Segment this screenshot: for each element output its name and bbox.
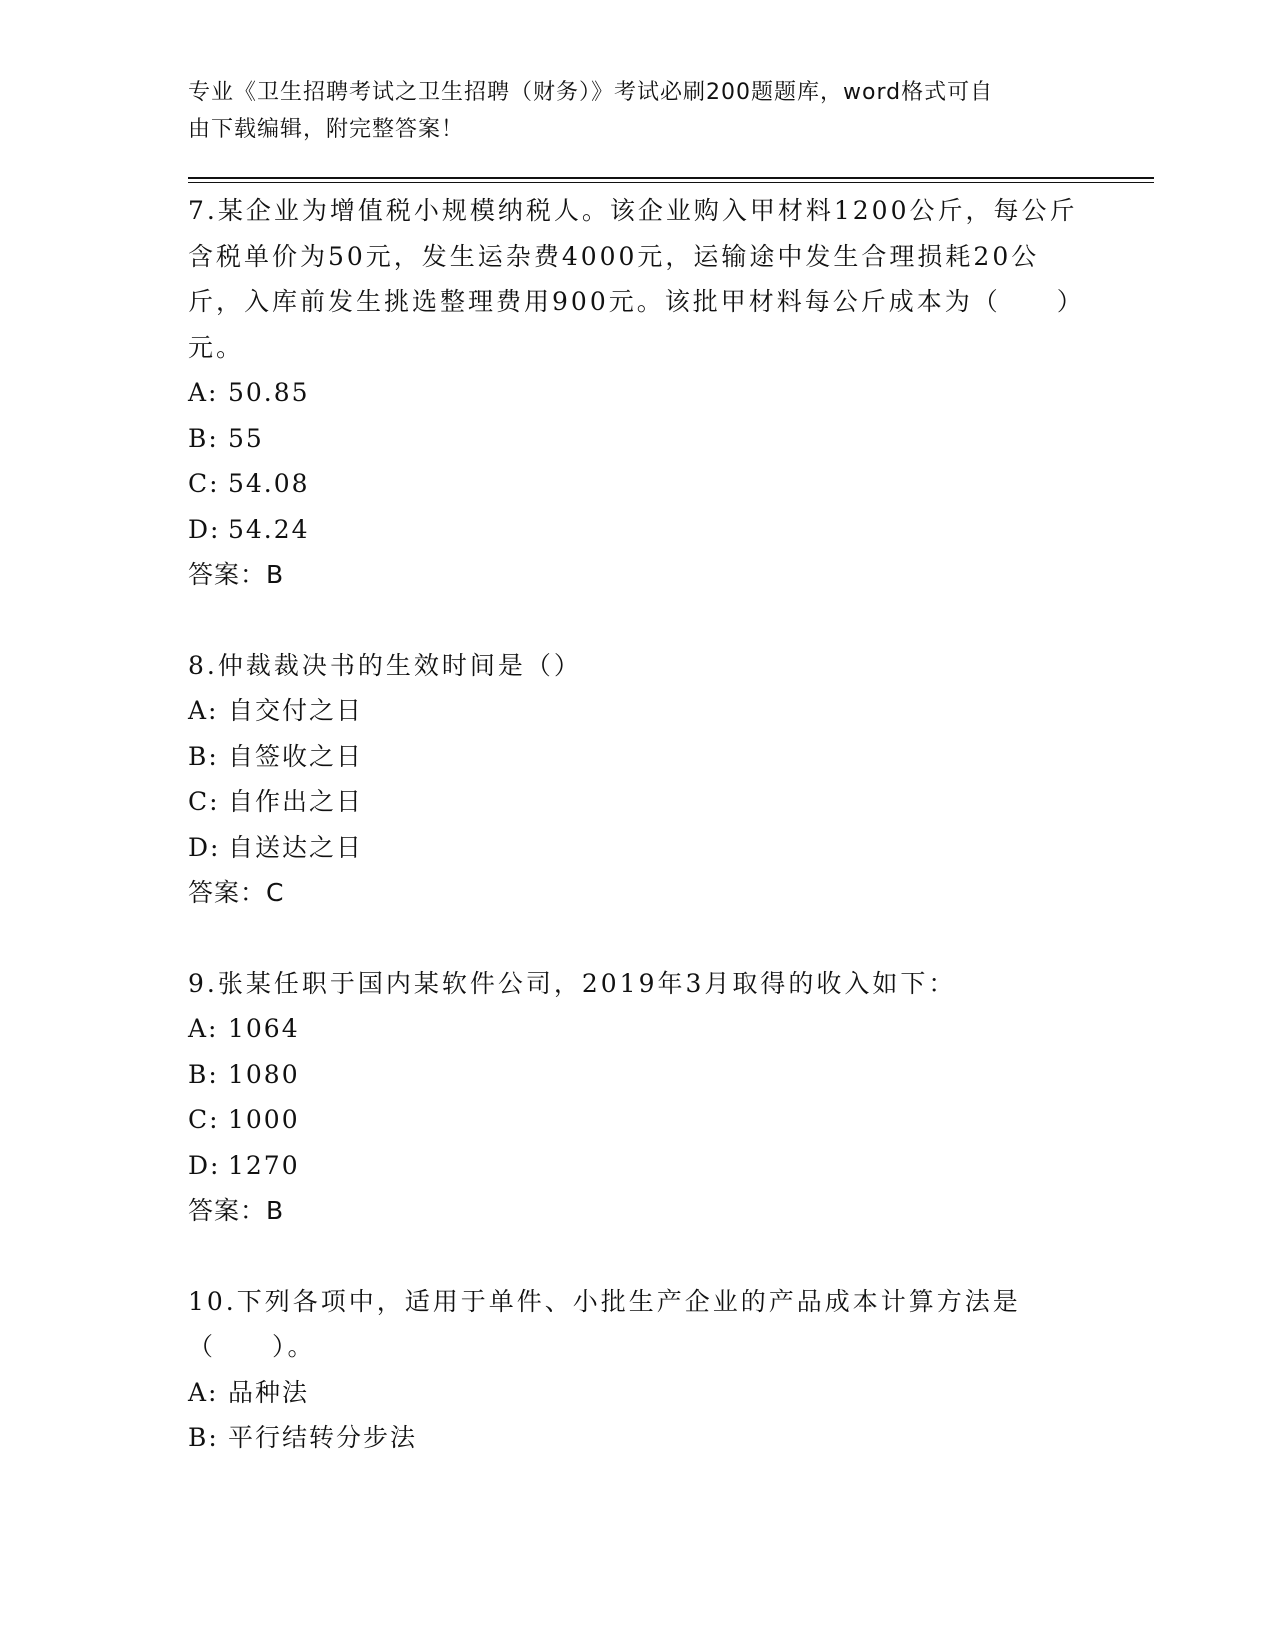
- option-c: [188, 779, 1088, 825]
- option-key: B:: [188, 1423, 219, 1452]
- option-d: [188, 507, 1088, 553]
- question-9: [188, 961, 1088, 1234]
- option-key: C:: [188, 1105, 220, 1134]
- option-d: [188, 825, 1088, 871]
- question-10: [188, 1279, 1088, 1461]
- option-c: [188, 1097, 1088, 1143]
- option-key: A:: [188, 1377, 219, 1407]
- option-b: [188, 416, 1088, 462]
- option-text: 品种法: [228, 1377, 310, 1407]
- option-text: 50.85: [228, 378, 310, 407]
- option-key: B:: [188, 1059, 219, 1089]
- option-a: [188, 370, 1088, 416]
- question-stem: 10.下列各项中，适用于单件、小批生产企业的产品成本计算方法是（ ）。: [188, 1286, 1021, 1361]
- option-a: [188, 1370, 1088, 1416]
- document-header: [188, 74, 1068, 148]
- header-divider-thick: [188, 177, 1154, 179]
- question-stem: 7.某企业为增值税小规模纳税人。该企业购入甲材料1200公斤，每公斤含税单价为50元，发生运杂费4000元，运输途中发生合理损耗20公斤，入库前发生挑选整理费用900元。该批甲材料每公斤成本为（ ）元。: [188, 196, 1085, 362]
- answer-line: 答案：B: [188, 1196, 285, 1225]
- option-text: 1080: [228, 1059, 300, 1089]
- question-stem: 8.仲裁裁决书的生效时间是（）: [188, 650, 582, 680]
- answer-line: 答案：B: [188, 560, 285, 589]
- option-text: 平行结转分步法: [228, 1423, 418, 1452]
- header-divider-thin: [188, 182, 1154, 183]
- option-a: [188, 1006, 1088, 1052]
- option-key: D:: [188, 514, 221, 544]
- option-text: 自交付之日: [228, 696, 364, 725]
- option-d: [188, 1143, 1088, 1189]
- option-text: 54.08: [228, 469, 310, 498]
- option-text: 55: [228, 423, 264, 453]
- option-b: [188, 734, 1088, 780]
- option-b: [188, 1415, 1088, 1461]
- option-key: C:: [188, 469, 220, 498]
- question-8: [188, 643, 1088, 916]
- option-c: [188, 461, 1088, 507]
- option-text: 自送达之日: [228, 832, 364, 862]
- header-line-2: 由下载编辑，附完整答案！: [188, 117, 465, 142]
- answer-line: 答案：C: [188, 878, 285, 907]
- option-text: 1064: [228, 1014, 300, 1043]
- option-key: A:: [188, 696, 219, 725]
- option-key: D:: [188, 1150, 221, 1180]
- header-line-1: 专业《卫生招聘考试之卫生招聘（财务）》考试必刷200题题库，word格式可自: [188, 80, 994, 105]
- question-7: [188, 188, 1088, 598]
- question-stem: 9.张某任职于国内某软件公司，2019年3月取得的收入如下：: [188, 968, 957, 998]
- option-b: [188, 1052, 1088, 1098]
- option-a: [188, 688, 1088, 734]
- option-key: A:: [188, 1014, 219, 1043]
- option-text: 1270: [228, 1150, 300, 1180]
- option-text: 自签收之日: [228, 741, 364, 771]
- option-text: 1000: [228, 1105, 300, 1134]
- question-list: [188, 188, 1088, 1506]
- option-key: B:: [188, 741, 219, 771]
- option-key: D:: [188, 832, 221, 862]
- option-text: 自作出之日: [228, 787, 364, 816]
- option-key: A:: [188, 378, 219, 407]
- option-text: 54.24: [228, 514, 310, 544]
- option-key: B:: [188, 423, 219, 453]
- option-key: C:: [188, 787, 220, 816]
